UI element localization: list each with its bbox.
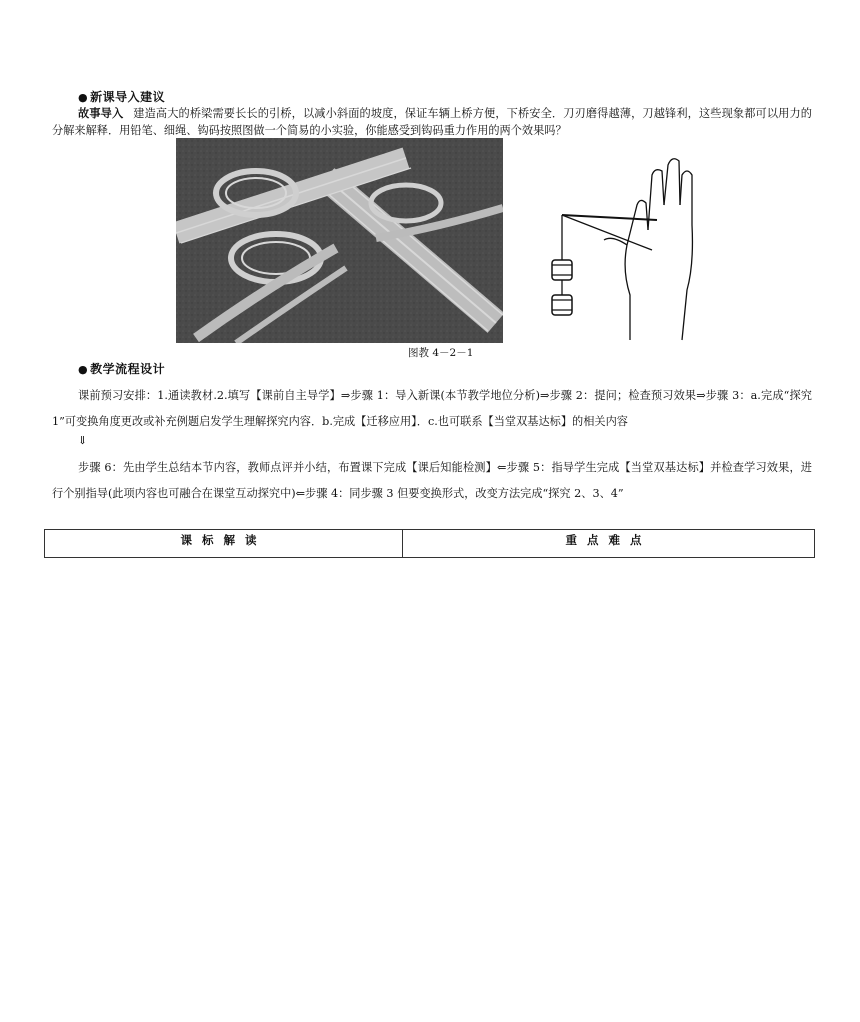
hand-experiment-drawing <box>542 145 702 345</box>
story-lead: 故事导入 <box>78 107 124 120</box>
figure-caption: 图教 4－2－1 <box>408 347 474 359</box>
heading-text: 新课导入建议 <box>90 90 166 104</box>
interchange-photo <box>176 138 503 343</box>
story-text: 建造高大的桥梁需要长长的引桥，以减小斜面的坡度，保证车辆上桥方便，下桥安全．刀刃磨得越薄，刀越锋利，这些现象都可以用力的分解来解释．用铅笔、细绳、钩码按照图做一个简易的小实验，你能感受到钩码重力作用的两个效果吗？ <box>52 107 812 137</box>
table-header-row <box>45 530 815 558</box>
standards-table <box>44 529 815 558</box>
bullet-icon: ● <box>78 363 89 376</box>
flow-paragraph-2: 步骤 6：先由学生总结本节内容，教师点评并小结，布置课下完成【课后知能检测】⇐步骤 5：指导学生完成【当堂双基达标】并检查学习效果，进行个别指导(此项内容也可融合在课堂互动探究中)⇐步骤 4：同步骤 3 但要变换形式，改变方法完成“探究 2、3、4” <box>52 461 812 500</box>
section-heading-flow <box>78 360 165 377</box>
interchange-illustration <box>176 138 503 343</box>
table-header-key-points: 重点难点 <box>403 530 815 558</box>
section-heading-intro <box>78 88 165 105</box>
table-header-standards: 课标解读 <box>45 530 403 558</box>
heading-text: 教学流程设计 <box>90 362 166 376</box>
flow-paragraph-1: 课前预习安排：1.通读教材.2.填写【课前自主导学】⇒步骤 1：导入新课(本节教学地位分析)⇒步骤 2：提问；检查预习效果⇒步骤 3：a.完成“探究 1”可变换角度更改或补充例题启发学生理解探究内容．b.完成【迁移应用】．c.也可联系【当堂双基达标】的相关内容 <box>52 389 812 428</box>
hand-weight-illustration <box>542 145 702 345</box>
bullet-icon: ● <box>78 91 89 104</box>
down-arrow-icon: ⇓ <box>78 434 88 447</box>
story-paragraph <box>52 105 812 139</box>
